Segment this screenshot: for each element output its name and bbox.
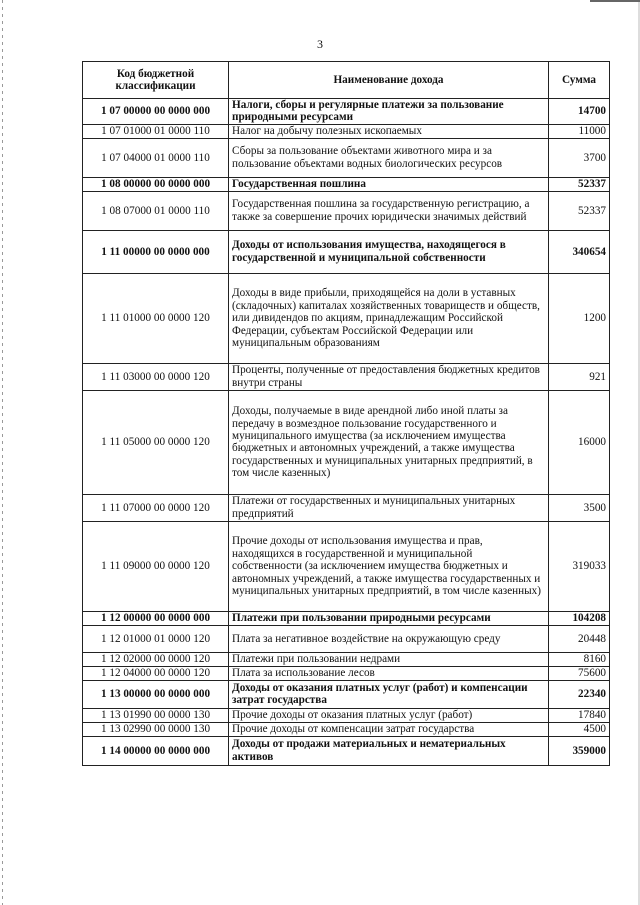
row-name: Плата за негативное воздействие на окружающую среду <box>229 625 549 652</box>
row-name: Доходы от продажи материальных и нематериальных активов <box>229 736 549 765</box>
row-code: 1 12 01000 01 0000 120 <box>83 625 229 652</box>
table-row <box>83 652 610 666</box>
table-row <box>83 138 610 177</box>
row-code: 1 11 01000 00 0000 120 <box>83 273 229 363</box>
row-name: Плата за использование лесов <box>229 666 549 680</box>
table-row <box>83 708 610 722</box>
row-sum: 14700 <box>549 99 610 125</box>
table-row <box>83 99 610 125</box>
row-sum: 921 <box>549 363 610 390</box>
row-code: 1 08 00000 00 0000 000 <box>83 177 229 191</box>
row-name: Платежи при пользовании недрами <box>229 652 549 666</box>
row-code: 1 14 00000 00 0000 000 <box>83 736 229 765</box>
table-row <box>83 273 610 363</box>
row-name: Доходы в виде прибыли, приходящейся на доли в уставных (складочных) капиталах хозяйственных товариществ и обществ, или дивидендов по акциям, принадлежащим Российской Федерации, субъектам Российской Федерации или муниципальным образованиям <box>229 273 549 363</box>
row-name: Проценты, полученные от предоставления бюджетных кредитов внутри страны <box>229 363 549 390</box>
row-name: Доходы от оказания платных услуг (работ) и компенсации затрат государства <box>229 680 549 708</box>
row-code: 1 13 02990 00 0000 130 <box>83 722 229 736</box>
table-row <box>83 363 610 390</box>
row-name: Платежи от государственных и муниципальных унитарных предприятий <box>229 494 549 521</box>
row-code: 1 11 09000 00 0000 120 <box>83 521 229 611</box>
row-code: 1 13 00000 00 0000 000 <box>83 680 229 708</box>
row-sum: 17840 <box>549 708 610 722</box>
row-sum: 319033 <box>549 521 610 611</box>
row-sum: 3500 <box>549 494 610 521</box>
table-row <box>83 124 610 138</box>
row-name: Сборы за пользование объектами животного мира и за пользование объектами водных биологических ресурсов <box>229 138 549 177</box>
header-sum: Сумма <box>549 62 610 99</box>
row-sum: 16000 <box>549 390 610 494</box>
row-code: 1 11 00000 00 0000 000 <box>83 230 229 273</box>
row-name: Налог на добычу полезных ископаемых <box>229 124 549 138</box>
row-sum: 4500 <box>549 722 610 736</box>
scan-edge-left <box>2 0 3 905</box>
header-code: Код бюджетной классификации <box>83 62 229 99</box>
row-sum: 52337 <box>549 191 610 230</box>
table-row <box>83 521 610 611</box>
scan-edge-top <box>590 0 640 2</box>
row-code: 1 12 04000 00 0000 120 <box>83 666 229 680</box>
row-name: Государственная пошлина за государственную регистрацию, а также за совершение прочих юридически значимых действий <box>229 191 549 230</box>
row-name: Платежи при пользовании природными ресурсами <box>229 611 549 625</box>
table-row <box>83 191 610 230</box>
row-sum: 104208 <box>549 611 610 625</box>
row-sum: 3700 <box>549 138 610 177</box>
row-sum: 22340 <box>549 680 610 708</box>
budget-income-table <box>82 61 610 766</box>
row-name: Доходы, получаемые в виде арендной либо иной платы за передачу в возмездное пользование государственного и муниципального имущества (за исключением имущества бюджетных и автономных учреждений, а также имущества государственных и муниципальных унитарных предприятий, в том числе казенных) <box>229 390 549 494</box>
page-number: 3 <box>317 37 323 51</box>
row-code: 1 12 00000 00 0000 000 <box>83 611 229 625</box>
row-code: 1 13 01990 00 0000 130 <box>83 708 229 722</box>
row-code: 1 11 05000 00 0000 120 <box>83 390 229 494</box>
row-name: Прочие доходы от компенсации затрат государства <box>229 722 549 736</box>
row-sum: 359000 <box>549 736 610 765</box>
row-sum: 340654 <box>549 230 610 273</box>
row-sum: 1200 <box>549 273 610 363</box>
row-sum: 75600 <box>549 666 610 680</box>
row-name: Доходы от использования имущества, находящегося в государственной и муниципальной собственности <box>229 230 549 273</box>
table-row <box>83 390 610 494</box>
table-row <box>83 177 610 191</box>
row-code: 1 07 00000 00 0000 000 <box>83 99 229 125</box>
row-name: Прочие доходы от оказания платных услуг (работ) <box>229 708 549 722</box>
header-name: Наименование дохода <box>229 62 549 99</box>
row-sum: 20448 <box>549 625 610 652</box>
row-name: Налоги, сборы и регулярные платежи за пользование природными ресурсами <box>229 99 549 125</box>
row-code: 1 07 04000 01 0000 110 <box>83 138 229 177</box>
row-sum: 52337 <box>549 177 610 191</box>
table-row <box>83 625 610 652</box>
table-row <box>83 722 610 736</box>
table-header-row <box>83 62 610 99</box>
table-row <box>83 666 610 680</box>
row-code: 1 11 07000 00 0000 120 <box>83 494 229 521</box>
table-row <box>83 230 610 273</box>
row-code: 1 07 01000 01 0000 110 <box>83 124 229 138</box>
row-name: Государственная пошлина <box>229 177 549 191</box>
table-row <box>83 611 610 625</box>
row-code: 1 12 02000 00 0000 120 <box>83 652 229 666</box>
table-row <box>83 736 610 765</box>
table-row <box>83 494 610 521</box>
row-sum: 8160 <box>549 652 610 666</box>
row-code: 1 08 07000 01 0000 110 <box>83 191 229 230</box>
row-sum: 11000 <box>549 124 610 138</box>
row-name: Прочие доходы от использования имущества и прав, находящихся в государственной и муниципальной собственности (за исключением имущества бюджетных и автономных учреждений, а также имущества государственных и муниципальных унитарных предприятий, в том числе казенных) <box>229 521 549 611</box>
table-row <box>83 680 610 708</box>
row-code: 1 11 03000 00 0000 120 <box>83 363 229 390</box>
